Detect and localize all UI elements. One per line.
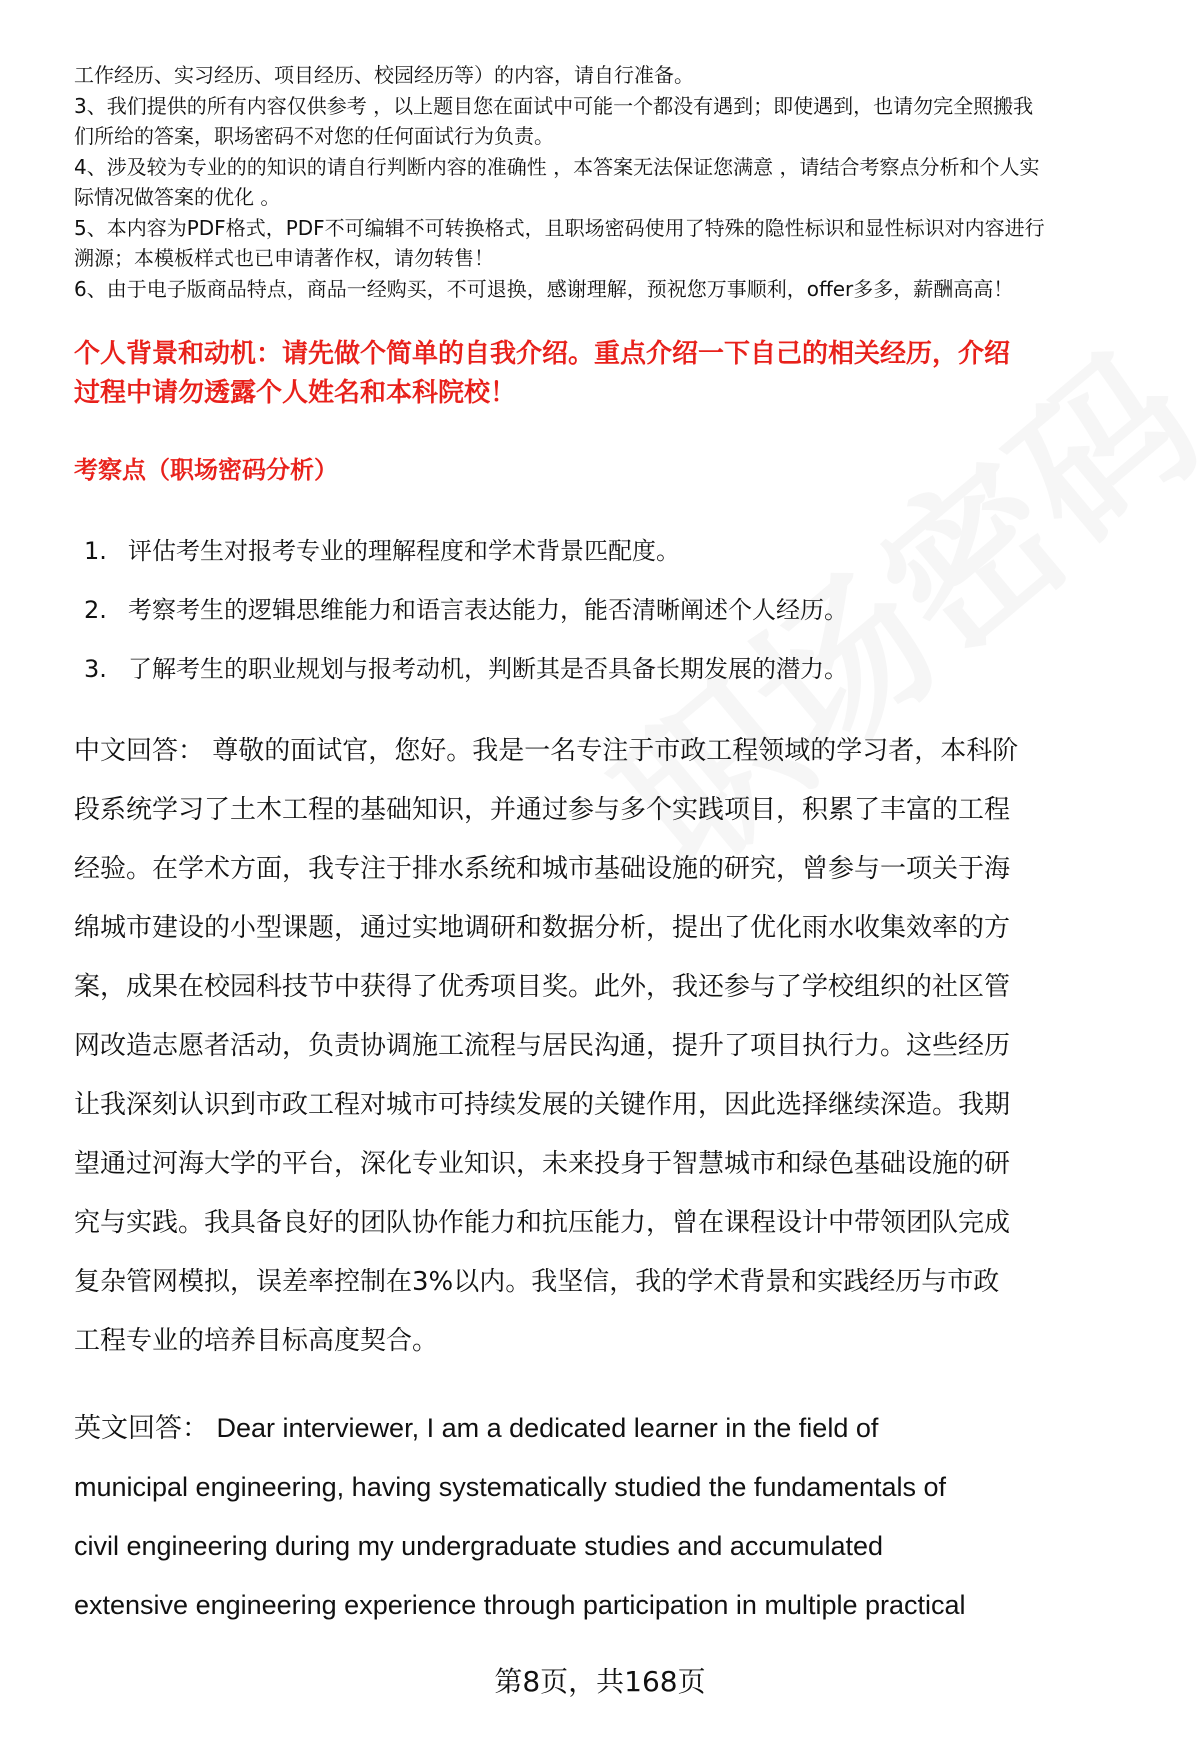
answer-line: municipal engineering, having systematically studied the fundamentals of bbox=[74, 1472, 947, 1502]
answer-line: 中文回答： 尊敬的面试官，您好。我是一名专注于市政工程领域的学习者，本科阶 bbox=[74, 736, 1019, 766]
notes-section bbox=[74, 60, 1164, 304]
note-line: 6、由于电子版商品特点，商品一经购买，不可退换，感谢理解，预祝您万事顺利，offer多多，薪酬高高！ bbox=[74, 276, 1014, 301]
list-text: 评估考生对报考专业的理解程度和学术背景匹配度。 bbox=[128, 537, 680, 565]
answer-line: 让我深刻认识到市政工程对城市可持续发展的关键作用，因此选择继续深造。我期 bbox=[74, 1090, 1011, 1120]
answer-line: 案，成果在校园科技节中获得了优秀项目奖。此外，我还参与了学校组织的社区管 bbox=[74, 972, 1011, 1002]
note-line: 5、本内容为PDF格式，PDF不可编辑不可转换格式，且职场密码使用了特殊的隐性标识和显性标识对内容进行 bbox=[74, 215, 1045, 240]
note-line: 际情况做答案的优化 。 bbox=[74, 185, 281, 209]
page-number: 第8页，共168页 bbox=[494, 1665, 706, 1698]
list-number: 3. bbox=[84, 655, 107, 683]
list-item bbox=[84, 522, 848, 581]
note-line: 4、涉及较为专业的的知识的请自行判断内容的准确性 ，本答案无法保证您满意 ，请结合考察点分析和个人实 bbox=[74, 154, 1040, 179]
answer-line: 网改造志愿者活动，负责协调施工流程与居民沟通，提升了项目执行力。这些经历 bbox=[74, 1031, 1011, 1061]
note-line: 工作经历、实习经历、项目经历、校园经历等）的内容，请自行准备。 bbox=[74, 63, 694, 87]
answer-line: 望通过河海大学的平台，深化专业知识，未来投身于智慧城市和绿色基础设施的研 bbox=[74, 1149, 1011, 1179]
list-text: 考察考生的逻辑思维能力和语言表达能力，能否清晰阐述个人经历。 bbox=[128, 596, 848, 624]
list-item bbox=[84, 581, 848, 640]
answer-line: 究与实践。我具备良好的团队协作能力和抗压能力，曾在课程设计中带领团队完成 bbox=[74, 1208, 1011, 1238]
question-line: 个人背景和动机：请先做个简单的自我介绍。重点介绍一下自己的相关经历，介绍 bbox=[74, 339, 1011, 369]
answer-line: 复杂管网模拟，误差率控制在3%以内。我坚信，我的学术背景和实践经历与市政 bbox=[74, 1267, 1000, 1297]
answer-line: extensive engineering experience through participation in multiple practical bbox=[74, 1590, 966, 1620]
answer-line: 经验。在学术方面，我专注于排水系统和城市基础设施的研究，曾参与一项关于海 bbox=[74, 854, 1011, 884]
note-line: 溯源；本模板样式也已申请著作权，请勿转售！ bbox=[74, 246, 494, 270]
list-text: 了解考生的职业规划与报考动机，判断其是否具备长期发展的潜力。 bbox=[128, 655, 848, 683]
answer-line: 英文回答： Dear interviewer, I am a dedicated learner in the field of bbox=[74, 1413, 879, 1443]
answer-line: civil engineering during my undergraduate studies and accumulated bbox=[74, 1531, 883, 1561]
analysis-list bbox=[84, 522, 848, 699]
answer-line: 绵城市建设的小型课题，通过实地调研和数据分析，提出了优化雨水收集效率的方 bbox=[74, 913, 1011, 943]
answer-line: 段系统学习了土木工程的基础知识，并通过参与多个实践项目，积累了丰富的工程 bbox=[74, 795, 1011, 825]
question-heading bbox=[74, 335, 1164, 413]
chinese-answer bbox=[74, 722, 1174, 1371]
question-line: 过程中请勿透露个人姓名和本科院校！ bbox=[74, 378, 517, 408]
english-answer bbox=[74, 1399, 1174, 1635]
analysis-title: 考察点（职场密码分析） bbox=[74, 456, 338, 484]
list-item bbox=[84, 640, 848, 699]
list-number: 2. bbox=[84, 596, 107, 624]
list-number: 1. bbox=[84, 537, 107, 565]
note-line: 们所给的答案，职场密码不对您的任何面试行为负责。 bbox=[74, 124, 554, 148]
note-line: 3、我们提供的所有内容仅供参考 ，以上题目您在面试中可能一个都没有遇到；即使遇到，也请勿完全照搬我 bbox=[74, 93, 1034, 118]
answer-line: 工程专业的培养目标高度契合。 bbox=[74, 1326, 439, 1356]
